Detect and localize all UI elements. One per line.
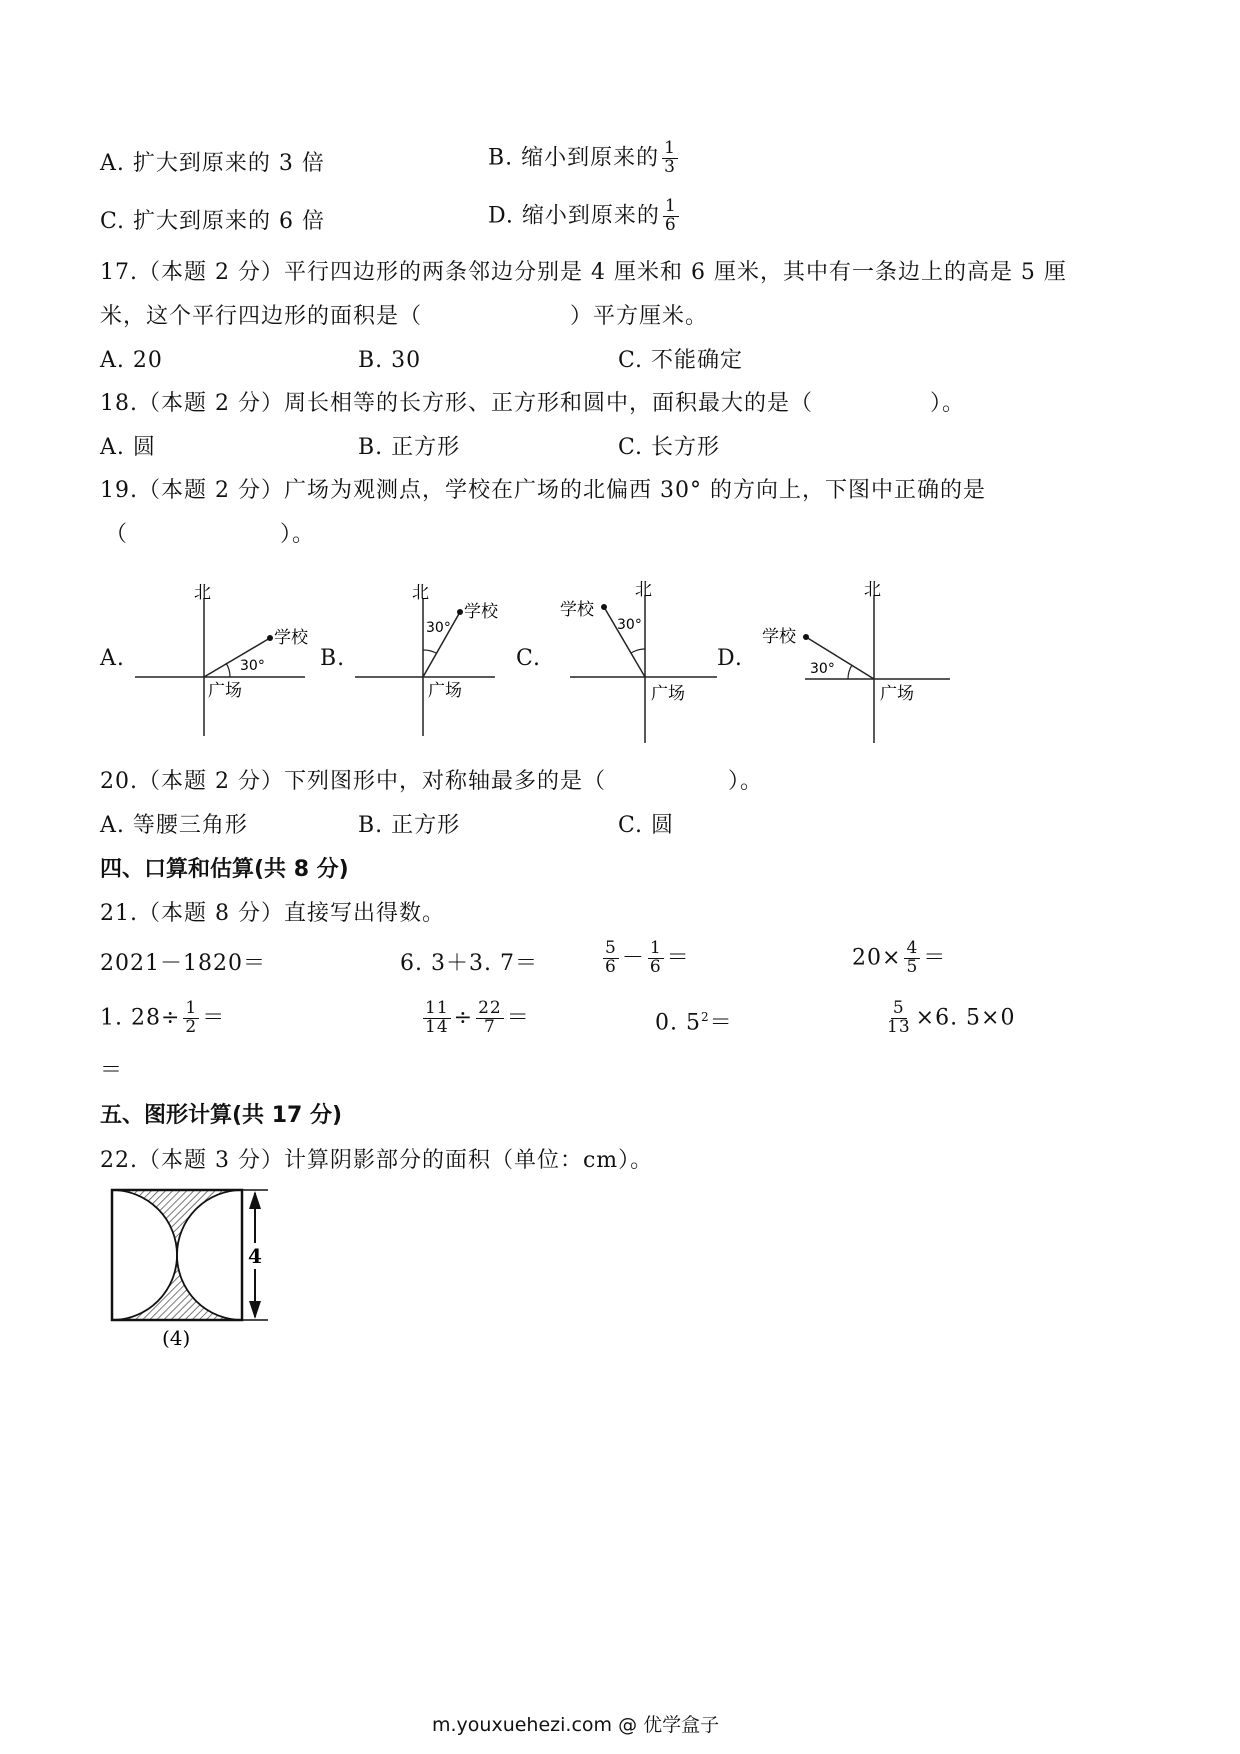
figure-b-diagram — [350, 580, 500, 740]
q17-option-b: B. 30 — [358, 348, 422, 373]
expr-5 — [100, 1000, 225, 1037]
north-label: 北 — [412, 583, 429, 603]
expr-suffix: ×6. 5×0 — [915, 1005, 1016, 1031]
figure-d-diagram — [760, 575, 955, 745]
figure-d-option: D. — [717, 646, 743, 671]
q20-option-b: B. 正方形 — [358, 813, 461, 838]
q16-option-b — [488, 140, 681, 177]
fraction: $\frac{1}{6}$ — [649, 938, 662, 977]
expr-6 — [420, 1000, 530, 1037]
q16-option-d-text: D. 缩小到原来的 — [488, 203, 660, 229]
q20-stem: 20.（本题 2 分）下列图形中，对称轴最多的是（ — [100, 769, 606, 794]
q21-stem: 21.（本题 8 分）直接写出得数。 — [100, 901, 445, 926]
school-label: 学校 — [762, 627, 796, 647]
expr-prefix: 20× — [852, 945, 902, 971]
exponent: 2 — [700, 1010, 710, 1024]
q18-option-b: B. 正方形 — [358, 435, 461, 460]
figure-a-option: A. — [100, 646, 125, 671]
school-label: 学校 — [560, 600, 594, 620]
q17-option-c: C. 不能确定 — [618, 348, 744, 373]
angle-label: 30° — [810, 661, 835, 677]
expr-4 — [852, 940, 946, 977]
equals: ＝ — [709, 1010, 733, 1036]
origin-label: 广场 — [880, 684, 914, 704]
origin-label: 广场 — [651, 684, 685, 704]
equals: ＝ — [923, 945, 947, 971]
north-label: 北 — [194, 583, 211, 603]
operator: － — [621, 945, 645, 971]
operator: ÷ — [453, 1005, 474, 1031]
expr-8 — [882, 1000, 1016, 1037]
fraction: $\frac{1}{3}$ — [664, 138, 676, 177]
expr-8-equals: ＝ — [100, 1058, 124, 1083]
footer-watermark: m.youxuehezi.com @ 优学盒子 — [432, 1714, 720, 1736]
q17-line2a: 米，这个平行四边形的面积是（ — [100, 304, 423, 329]
fraction: $\frac{11}{14}$ — [425, 998, 449, 1037]
fraction: $\frac{5}{13}$ — [887, 998, 911, 1037]
equals: ＝ — [202, 1005, 226, 1031]
expr-7 — [655, 1011, 733, 1034]
dimension-label: 4 — [248, 1244, 262, 1268]
origin-label: 广场 — [208, 681, 242, 701]
north-label: 北 — [635, 580, 652, 600]
figure-a-diagram — [130, 580, 310, 740]
q22-stem: 22.（本题 3 分）计算阴影部分的面积（单位：cm）。 — [100, 1148, 654, 1173]
q20-close: ）。 — [728, 769, 764, 794]
school-label: 学校 — [274, 628, 308, 648]
section-4-title: 四、口算和估算(共 8 分) — [100, 857, 349, 882]
fraction: $\frac{1}{6}$ — [664, 196, 677, 235]
q19-open: （ — [105, 522, 129, 547]
q18-option-c: C. 长方形 — [618, 435, 721, 460]
expr-3 — [600, 940, 690, 977]
q20-option-a: A. 等腰三角形 — [100, 813, 248, 838]
fraction: $\frac{4}{5}$ — [906, 938, 919, 977]
expr-1: 2021－1820＝ — [100, 951, 266, 976]
q16-option-d — [488, 198, 682, 235]
q17-line2b: ）平方厘米。 — [570, 304, 709, 329]
section-5-title: 五、图形计算(共 17 分) — [100, 1103, 343, 1128]
fraction: $\frac{5}{6}$ — [605, 938, 617, 977]
angle-label: 30° — [426, 620, 451, 636]
q17-line1: 17.（本题 2 分）平行四边形的两条邻边分别是 4 厘米和 6 厘米，其中有一条边上的高是 5 厘 — [100, 260, 1067, 285]
q16-option-c: C. 扩大到原来的 6 倍 — [100, 209, 326, 234]
angle-label: 30° — [240, 658, 265, 674]
school-label: 学校 — [464, 602, 498, 622]
shaded-area-figure — [100, 1185, 280, 1355]
origin-label: 广场 — [428, 681, 462, 701]
q17-option-a: A. 20 — [100, 348, 163, 373]
fraction: $\frac{1}{2}$ — [185, 998, 198, 1037]
q20-option-c: C. 圆 — [618, 813, 675, 838]
equals: ＝ — [506, 1005, 530, 1031]
q18-stem: 18.（本题 2 分）周长相等的长方形、正方形和圆中，面积最大的是（ — [100, 391, 813, 416]
figure-c-option: C. — [516, 646, 542, 671]
q19-close: ）。 — [280, 522, 316, 547]
equals: ＝ — [666, 945, 690, 971]
angle-label: 30° — [617, 617, 642, 633]
fraction: $\frac{22}{7}$ — [478, 998, 502, 1037]
q16-option-b-text: B. 缩小到原来的 — [488, 145, 660, 171]
north-label: 北 — [864, 580, 881, 600]
q18-option-a: A. 圆 — [100, 435, 156, 460]
expr-base: 0. 5 — [655, 1010, 701, 1036]
q16-option-a: A. 扩大到原来的 3 倍 — [100, 151, 325, 176]
expr-prefix: 1. 28÷ — [100, 1005, 181, 1031]
figure-b-option: B. — [320, 646, 346, 671]
expr-2: 6. 3＋3. 7＝ — [400, 951, 538, 976]
figure-caption: (4) — [162, 1326, 191, 1350]
figure-c-diagram — [555, 575, 725, 745]
q19-line1: 19.（本题 2 分）广场为观测点，学校在广场的北偏西 30° 的方向上，下图中正确的是 — [100, 478, 986, 503]
q18-close: ）。 — [930, 391, 966, 416]
